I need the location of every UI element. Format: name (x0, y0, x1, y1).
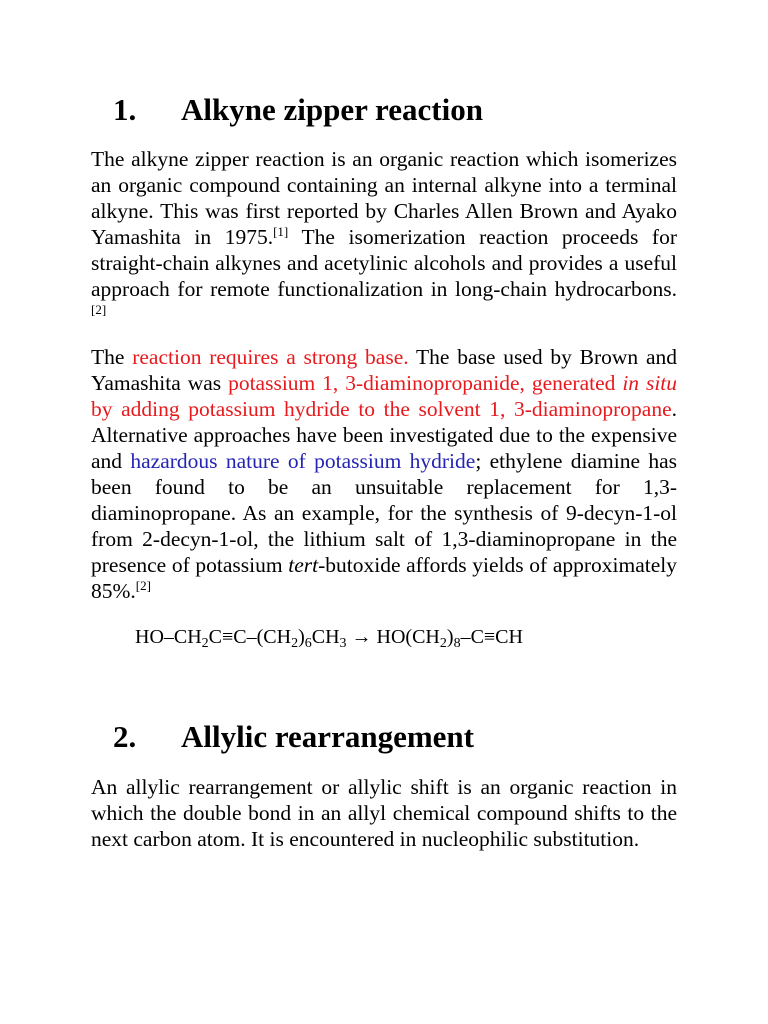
eq-arrow: → (346, 626, 377, 648)
eq-part: HO(CH (376, 626, 440, 648)
eq-sub: 2 (439, 636, 447, 651)
paragraph-text: -butoxide affords yields of approximately 85%. (91, 553, 677, 603)
highlight-hazardous: hazardous nature of potassium hydride (130, 449, 476, 473)
paragraph-text: . Alternative approaches have been investigated due to the expensive and (91, 397, 677, 473)
eq-sub: 2 (201, 636, 209, 651)
paragraph-text: The base used by Brown and Yamashita was (91, 345, 677, 395)
eq-part: CH (311, 626, 340, 648)
eq-sub: 6 (304, 636, 312, 651)
italic-tert: tert (288, 553, 319, 577)
eq-sub: 2 (291, 636, 299, 651)
eq-sub: 8 (453, 636, 461, 651)
citation-2[interactable]: [2] (91, 302, 107, 317)
citation-1[interactable]: [1] (273, 224, 289, 239)
citation-2b[interactable]: [2] (135, 578, 151, 593)
reaction-equation (135, 624, 523, 650)
section-2-heading (113, 719, 474, 755)
paragraph-text: The (91, 345, 133, 369)
section-1-number: 1. (113, 92, 137, 127)
section-1-paragraph-1 (91, 146, 677, 328)
highlight-potassium-hydride: by adding potassium hydride to the solvent 1, 3-diaminopropane (91, 397, 672, 421)
section-2-title: Allylic rearrangement (181, 719, 474, 754)
eq-part: HO–CH (135, 626, 202, 648)
section-1-paragraph-2 (91, 344, 677, 604)
eq-part: ) (298, 626, 305, 648)
eq-part: –C≡CH (460, 626, 523, 648)
paragraph-text: The alkyne zipper reaction is an organic reaction which isomerizes an organic compound containing an internal alkyne into a terminal alkyne. This was first reported by Charles Allen Brown and Ayako Yamashita in 1975. (91, 147, 677, 249)
highlight-in-situ: in situ (622, 371, 678, 395)
section-2-paragraph-1: An allylic rearrangement or allylic shift is an organic reaction in which the double bond in an allyl chemical compound shifts to the next carbon atom. It is encountered in nucleophilic substitution. (91, 775, 677, 851)
highlight-strong-base: reaction requires a strong base. (132, 345, 409, 369)
section-2-number: 2. (113, 719, 137, 754)
paragraph-text: The isomerization reaction proceeds for straight-chain alkynes and acetylinic alcohols and provides a useful approach for remote functionalization in long-chain hydrocarbons. (91, 225, 677, 301)
eq-sub: 3 (339, 636, 347, 651)
highlight-base-name: potassium 1, 3-diaminopropanide, generated (228, 371, 623, 395)
paragraph-text: ; ethylene diamine has been found to be an unsuitable replacement for 1,3-diaminopropane. As an example, for the synthesis of 9-decyn-1-ol from 2-decyn-1-ol, the lithium salt of 1,3-diaminopropane in the presence of potassium (91, 449, 678, 577)
section-1-heading (113, 92, 483, 128)
eq-part: C≡C–(CH (208, 626, 292, 648)
section-1-title: Alkyne zipper reaction (181, 92, 483, 127)
eq-part: ) (446, 626, 454, 648)
